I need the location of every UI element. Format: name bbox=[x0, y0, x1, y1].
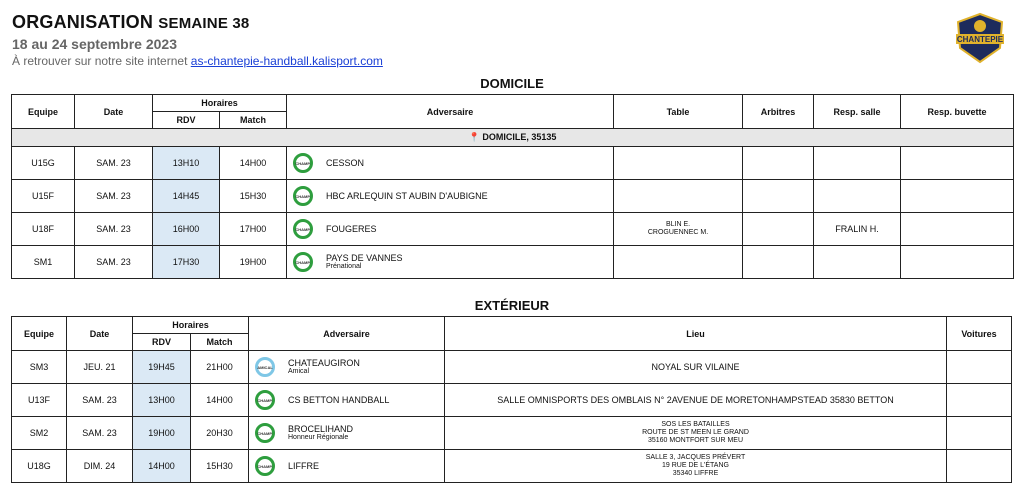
page-header bbox=[12, 12, 383, 68]
badge-label: CHAMP. bbox=[295, 193, 311, 199]
arbitres-cell bbox=[743, 213, 814, 246]
arbitres-cell bbox=[743, 246, 814, 279]
col-table: Table bbox=[614, 95, 743, 129]
exterieur-title: EXTÉRIEUR bbox=[474, 298, 550, 313]
col-match: Match bbox=[220, 112, 287, 129]
adversaire-cell bbox=[249, 384, 445, 417]
date-cell: JEU. 21 bbox=[67, 351, 133, 384]
equipe-cell: U18G bbox=[12, 450, 67, 483]
adversaire-cell bbox=[287, 213, 614, 246]
match-cell: 20H30 bbox=[191, 417, 249, 450]
badge-label: CHAMP. bbox=[295, 160, 311, 166]
badge-label: AMICAL bbox=[257, 364, 273, 370]
badge-label: CHAMP. bbox=[257, 397, 273, 403]
table-cell bbox=[614, 246, 743, 279]
date-cell: DIM. 24 bbox=[67, 450, 133, 483]
equipe-cell: U18F bbox=[12, 213, 75, 246]
rdv-cell: 14H00 bbox=[133, 450, 191, 483]
date-cell: SAM. 23 bbox=[75, 180, 153, 213]
voitures-cell bbox=[947, 384, 1012, 417]
competition-level: Honneur Régionale bbox=[288, 434, 349, 441]
rdv-cell: 17H30 bbox=[153, 246, 220, 279]
voitures-cell bbox=[947, 417, 1012, 450]
table-row bbox=[12, 351, 1012, 384]
col-date: Date bbox=[75, 95, 153, 129]
rdv-cell: 13H00 bbox=[133, 384, 191, 417]
opponent-name: HBC ARLEQUIN ST AUBIN D'AUBIGNE bbox=[326, 191, 488, 201]
opponent-name: FOUGERES bbox=[326, 224, 377, 234]
title-text: ORGANISATION bbox=[12, 12, 154, 32]
col-adversaire: Adversaire bbox=[287, 95, 614, 129]
club-badge-icon bbox=[255, 456, 275, 476]
club-badge-icon bbox=[293, 153, 313, 173]
text-line: CROGUENNEC M. bbox=[647, 229, 709, 236]
adversaire-cell bbox=[287, 180, 614, 213]
date-cell: SAM. 23 bbox=[75, 213, 153, 246]
arbitres-cell bbox=[743, 147, 814, 180]
lieu-cell bbox=[445, 450, 947, 483]
club-badge-icon bbox=[293, 252, 313, 272]
match-cell: 17H00 bbox=[220, 213, 287, 246]
table-row bbox=[12, 147, 1014, 180]
opponent-name: CS BETTON HANDBALL bbox=[288, 395, 390, 405]
col-voitures: Voitures bbox=[947, 317, 1012, 351]
col-resp-buvette: Resp. buvette bbox=[901, 95, 1014, 129]
rdv-cell: 13H10 bbox=[153, 147, 220, 180]
equipe-cell: SM2 bbox=[12, 417, 67, 450]
col-equipe: Equipe bbox=[12, 317, 67, 351]
col-match: Match bbox=[191, 334, 249, 351]
site-line bbox=[12, 54, 383, 68]
table-row bbox=[12, 450, 1012, 483]
rdv-cell: 19H45 bbox=[133, 351, 191, 384]
match-cell: 19H00 bbox=[220, 246, 287, 279]
exterieur-table bbox=[11, 316, 1012, 483]
equipe-cell: U15G bbox=[12, 147, 75, 180]
text-line: SALLE 3, JACQUES PRÉVERT bbox=[645, 454, 746, 461]
col-equipe: Equipe bbox=[12, 95, 75, 129]
resp-salle-cell bbox=[814, 147, 901, 180]
date-cell: SAM. 23 bbox=[67, 417, 133, 450]
opponent-name: BROCELIHAND bbox=[288, 424, 354, 434]
resp-buvette-cell bbox=[901, 147, 1014, 180]
lieu-cell: NOYAL SUR VILAINE bbox=[445, 351, 947, 384]
club-badge-icon bbox=[293, 186, 313, 206]
badge-label: CHAMP. bbox=[295, 226, 311, 232]
arbitres-cell bbox=[743, 180, 814, 213]
opponent-name: CHATEAUGIRON bbox=[288, 358, 360, 368]
adversaire-cell bbox=[249, 417, 445, 450]
adversaire-cell bbox=[249, 450, 445, 483]
col-horaires: Horaires bbox=[153, 95, 287, 112]
match-cell: 15H30 bbox=[191, 450, 249, 483]
resp-salle-cell: FRALIN H. bbox=[814, 213, 901, 246]
venue-label: 📍 DOMICILE, 35135 bbox=[12, 129, 1014, 147]
resp-buvette-cell bbox=[901, 180, 1014, 213]
badge-label: CHAMP. bbox=[257, 463, 273, 469]
match-cell: 21H00 bbox=[191, 351, 249, 384]
opponent-name: PAYS DE VANNES bbox=[326, 253, 403, 263]
resp-buvette-cell bbox=[901, 246, 1014, 279]
table-cell bbox=[614, 147, 743, 180]
week-label: SEMAINE 38 bbox=[158, 15, 250, 32]
adversaire-cell bbox=[287, 246, 614, 279]
text-line: BLIN E. bbox=[665, 221, 691, 228]
opponent-name: CESSON bbox=[326, 158, 365, 168]
col-lieu: Lieu bbox=[445, 317, 947, 351]
lieu-cell bbox=[445, 417, 947, 450]
club-logo bbox=[950, 12, 1010, 64]
page-title bbox=[12, 12, 383, 33]
domicile-table bbox=[11, 94, 1014, 279]
club-badge-icon bbox=[255, 390, 275, 410]
table-cell bbox=[614, 213, 743, 246]
equipe-cell: U15F bbox=[12, 180, 75, 213]
table-row bbox=[12, 417, 1012, 450]
domicile-title: DOMICILE bbox=[480, 76, 544, 91]
rdv-cell: 19H00 bbox=[133, 417, 191, 450]
match-cell: 14H00 bbox=[191, 384, 249, 417]
text-line: ROUTE DE ST MEEN LE GRAND bbox=[642, 429, 749, 436]
text-line: 35160 MONTFORT SUR MEU bbox=[647, 437, 744, 444]
competition-level: Amical bbox=[288, 368, 310, 375]
match-cell: 14H00 bbox=[220, 147, 287, 180]
club-badge-icon bbox=[255, 357, 275, 377]
table-row bbox=[12, 180, 1014, 213]
club-badge-icon bbox=[293, 219, 313, 239]
col-rdv: RDV bbox=[133, 334, 191, 351]
col-rdv: RDV bbox=[153, 112, 220, 129]
competition-level: Prénational bbox=[326, 263, 362, 270]
text-line: SOS LES BATAILLES bbox=[661, 421, 730, 428]
rdv-cell: 14H45 bbox=[153, 180, 220, 213]
text-line: 35340 LIFFRE bbox=[672, 470, 719, 477]
date-cell: SAM. 23 bbox=[67, 384, 133, 417]
resp-salle-cell bbox=[814, 246, 901, 279]
adversaire-cell bbox=[249, 351, 445, 384]
date-cell: SAM. 23 bbox=[75, 246, 153, 279]
col-arbitres: Arbitres bbox=[743, 95, 814, 129]
table-row bbox=[12, 213, 1014, 246]
voitures-cell bbox=[947, 351, 1012, 384]
rdv-cell: 16H00 bbox=[153, 213, 220, 246]
resp-salle-cell bbox=[814, 180, 901, 213]
text-line: 19 RUE DE L'ÉTANG bbox=[662, 462, 729, 469]
adversaire-cell bbox=[287, 147, 614, 180]
logo-text: CHANTEPIE bbox=[956, 35, 1004, 44]
col-horaires: Horaires bbox=[133, 317, 249, 334]
date-cell: SAM. 23 bbox=[75, 147, 153, 180]
badge-label: CHAMP. bbox=[257, 430, 273, 436]
table-row bbox=[12, 384, 1012, 417]
match-cell: 15H30 bbox=[220, 180, 287, 213]
table-row bbox=[12, 246, 1014, 279]
club-badge-icon bbox=[255, 423, 275, 443]
date-range: 18 au 24 septembre 2023 bbox=[12, 36, 177, 52]
site-link[interactable]: as-chantepie-handball.kalisport.com bbox=[190, 54, 383, 68]
col-adversaire: Adversaire bbox=[249, 317, 445, 351]
lieu-cell: SALLE OMNISPORTS DES OMBLAIS N° 2AVENUE DE MORETONHAMPSTEAD 35830 BETTON bbox=[445, 384, 947, 417]
voitures-cell bbox=[947, 450, 1012, 483]
col-resp-salle: Resp. salle bbox=[814, 95, 901, 129]
opponent-name: LIFFRE bbox=[288, 461, 320, 471]
equipe-cell: SM1 bbox=[12, 246, 75, 279]
site-prefix: À retrouver sur notre site internet bbox=[12, 54, 188, 68]
table-cell bbox=[614, 180, 743, 213]
badge-label: CHAMP. bbox=[295, 259, 311, 265]
equipe-cell: SM3 bbox=[12, 351, 67, 384]
col-date: Date bbox=[67, 317, 133, 351]
equipe-cell: U13F bbox=[12, 384, 67, 417]
resp-buvette-cell bbox=[901, 213, 1014, 246]
